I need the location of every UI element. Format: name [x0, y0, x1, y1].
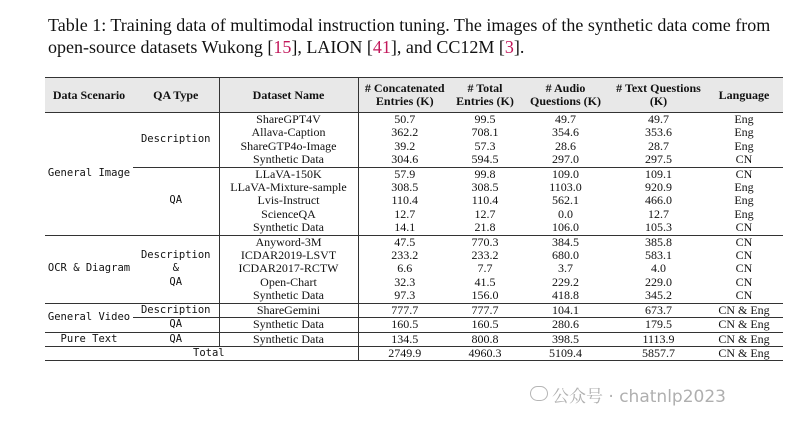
language: Eng: [734, 206, 754, 221]
total-entries: 57.3: [474, 138, 496, 153]
total-text-questions: 5857.7: [612, 346, 705, 360]
table-row: [45, 332, 783, 346]
concat-entries: 160.5: [358, 318, 451, 332]
text-questions: 353.6: [645, 125, 672, 140]
concat-entries: 777.7: [358, 303, 451, 317]
dataset-name: Synthetic Data: [219, 332, 358, 346]
audio-questions: 562.1: [552, 193, 579, 208]
total-language: CN & Eng: [705, 346, 783, 360]
text-questions: 12.7: [648, 206, 669, 221]
header-dataset-name: Dataset Name: [219, 78, 358, 113]
dataset-name: Open-Chart: [219, 276, 358, 289]
total-entries: 708.1: [471, 125, 499, 140]
text-questions: 345.2: [645, 288, 672, 303]
text-questions: 229.0: [645, 274, 672, 289]
dataset-name: Anyword-3M: [219, 235, 358, 249]
header-text-questions: # Text Questions (K): [612, 78, 705, 113]
concat-entries: 97.3: [358, 289, 451, 303]
dataset-name: LLaVA-Mixture-sample: [219, 181, 358, 194]
dataset-name: Synthetic Data: [219, 221, 358, 235]
language: Eng: [734, 193, 754, 208]
dataset-name: Lvis-Instruct: [219, 194, 358, 207]
audio-questions: 398.5: [519, 332, 612, 346]
dataset-name: ScienceQA: [219, 208, 358, 221]
audio-questions: 418.8: [552, 288, 579, 303]
text-questions: 920.9: [645, 180, 672, 195]
text-questions: 583.1: [645, 248, 672, 263]
concat-entries: 39.2: [358, 140, 451, 153]
qa-type-qa: QA: [133, 167, 219, 235]
audio-questions: 297.0: [552, 152, 579, 167]
language: Eng: [734, 138, 754, 153]
total-entries: 770.3: [451, 235, 519, 249]
audio-questions: 1103.0: [549, 180, 582, 195]
total-entries: 99.8: [451, 167, 519, 181]
text-questions: 4.0: [651, 261, 666, 276]
concat-entries: 57.9: [358, 167, 451, 181]
language: CN: [705, 167, 783, 181]
qa-type-qa: QA: [133, 332, 219, 346]
total-entries: 41.5: [474, 274, 496, 289]
dataset-name: Synthetic Data: [219, 318, 358, 332]
audio-questions: 3.7: [558, 261, 573, 276]
audio-questions: 28.6: [555, 138, 576, 153]
concat-entries: 50.7: [358, 113, 451, 127]
scenario-pure-text: Pure Text: [45, 332, 133, 346]
concat-entries: 6.6: [358, 262, 451, 275]
concat-entries: 233.2: [358, 249, 451, 262]
header-qa-type: QA Type: [133, 78, 219, 113]
total-entries: 233.2: [471, 248, 499, 263]
text-questions: 385.8: [612, 235, 705, 249]
total-entries: 21.8: [474, 220, 496, 235]
dataset-name: ShareGTP4o-Image: [219, 140, 358, 153]
watermark: 公众号 · chatnlp2023: [552, 387, 726, 407]
header-data-scenario: Data Scenario: [45, 78, 133, 113]
table-row: [45, 167, 783, 181]
total-entries: 156.0: [471, 288, 499, 303]
scenario-general-video: General Video: [45, 303, 133, 332]
qa-type-amp-label: &: [172, 262, 179, 275]
qa-type-qa: QA: [133, 318, 219, 332]
wechat-icon: [530, 386, 548, 401]
language: CN & Eng: [705, 318, 783, 332]
total-label: Total: [133, 346, 358, 360]
text-questions: 1113.9: [612, 332, 705, 346]
total-entries: 110.4: [471, 193, 499, 208]
audio-questions: 49.7: [555, 112, 576, 126]
dataset-name: LLaVA-150K: [219, 167, 358, 181]
total-entries: 7.7: [477, 261, 493, 276]
dataset-name: ShareGemini: [219, 303, 358, 317]
qa-type-description: Description: [140, 133, 211, 146]
concat-entries: 14.1: [358, 221, 451, 235]
text-questions: 105.3: [645, 220, 672, 235]
text-questions: 466.0: [645, 193, 672, 208]
header-language: Language: [705, 78, 783, 113]
total-concat-entries: 2749.9: [358, 346, 451, 360]
language: CN: [735, 152, 753, 167]
qa-type-description: Description: [133, 303, 219, 317]
text-questions: 297.5: [645, 152, 672, 167]
header-audio-questions: # Audio Questions (K): [519, 78, 612, 113]
qa-type-description-label: Description: [140, 249, 211, 262]
total-entries: 594.5: [471, 152, 499, 167]
text-questions: 28.7: [648, 138, 669, 153]
audio-questions: 384.5: [519, 235, 612, 249]
text-questions: 109.1: [612, 167, 705, 181]
language: Eng: [734, 180, 754, 195]
text-questions: 179.5: [612, 318, 705, 332]
language: CN & Eng: [705, 332, 783, 346]
qa-type-description-qa: [133, 235, 219, 303]
concat-entries: 362.2: [358, 126, 451, 139]
header-concatenated-entries: # Concatenated Entries (K): [358, 78, 451, 113]
dataset-name: ShareGPT4V: [219, 113, 358, 127]
total-entries: 308.5: [471, 180, 499, 195]
audio-questions: 680.0: [552, 248, 579, 263]
language: CN: [705, 235, 783, 249]
text-questions: 673.7: [612, 303, 705, 317]
table-row: [45, 303, 783, 317]
scenario-general-image: General Image: [47, 167, 131, 180]
total-entries: 160.5: [451, 318, 519, 332]
concat-entries: 308.5: [358, 181, 451, 194]
audio-questions: 106.0: [552, 220, 579, 235]
total-entries: 12.7: [474, 206, 496, 221]
language: CN: [735, 288, 753, 303]
concat-entries: 304.6: [358, 153, 451, 167]
audio-questions: 0.0: [558, 206, 573, 221]
dataset-name: Allava-Caption: [219, 126, 358, 139]
concat-entries: 32.3: [358, 276, 451, 289]
citation-15[interactable]: 15: [273, 37, 292, 57]
concat-entries: 47.5: [358, 235, 451, 249]
language: CN & Eng: [705, 303, 783, 317]
header-row: [45, 78, 783, 113]
qa-type-qa-label: QA: [169, 275, 183, 288]
total-entries: 800.8: [451, 332, 519, 346]
dataset-name: Synthetic Data: [219, 289, 358, 303]
language: CN: [735, 220, 753, 235]
language: CN: [735, 274, 753, 289]
concat-entries: 110.4: [358, 194, 451, 207]
total-audio-questions: 5109.4: [519, 346, 612, 360]
audio-questions: 109.0: [519, 167, 612, 181]
table-caption: Table 1: Training data of multimodal instruction tuning. The images of the synthetic data come from open-source datasets Wukong [15], LAION [41], and CC12M [3].: [48, 15, 771, 57]
total-entries: 99.5: [474, 112, 496, 126]
audio-questions: 229.2: [552, 274, 579, 289]
total-empty-cell: [45, 346, 133, 360]
training-data-table: [45, 77, 783, 361]
header-total-entries: # Total Entries (K): [451, 78, 519, 113]
language: CN: [735, 248, 753, 263]
language: Eng: [734, 112, 754, 126]
citation-3[interactable]: 3: [504, 37, 514, 57]
table-row: [45, 318, 783, 332]
audio-questions: 104.1: [519, 303, 612, 317]
total-total-entries: 4960.3: [451, 346, 519, 360]
concat-entries: 12.7: [358, 208, 451, 221]
text-questions: 49.7: [648, 112, 669, 126]
language: Eng: [734, 125, 754, 140]
language: CN: [735, 261, 753, 276]
scenario-ocr-diagram: OCR & Diagram: [45, 235, 133, 303]
table-row: [45, 235, 783, 249]
table-row: [45, 113, 783, 127]
audio-questions: 354.6: [552, 125, 579, 140]
dataset-name: ICDAR2019-LSVT: [219, 249, 358, 262]
concat-entries: 134.5: [358, 332, 451, 346]
total-row: [45, 346, 783, 360]
total-entries: 777.7: [451, 303, 519, 317]
audio-questions: 280.6: [519, 318, 612, 332]
citation-41[interactable]: 41: [372, 37, 391, 57]
dataset-name: ICDAR2017-RCTW: [219, 262, 358, 275]
dataset-name: Synthetic Data: [219, 153, 358, 167]
